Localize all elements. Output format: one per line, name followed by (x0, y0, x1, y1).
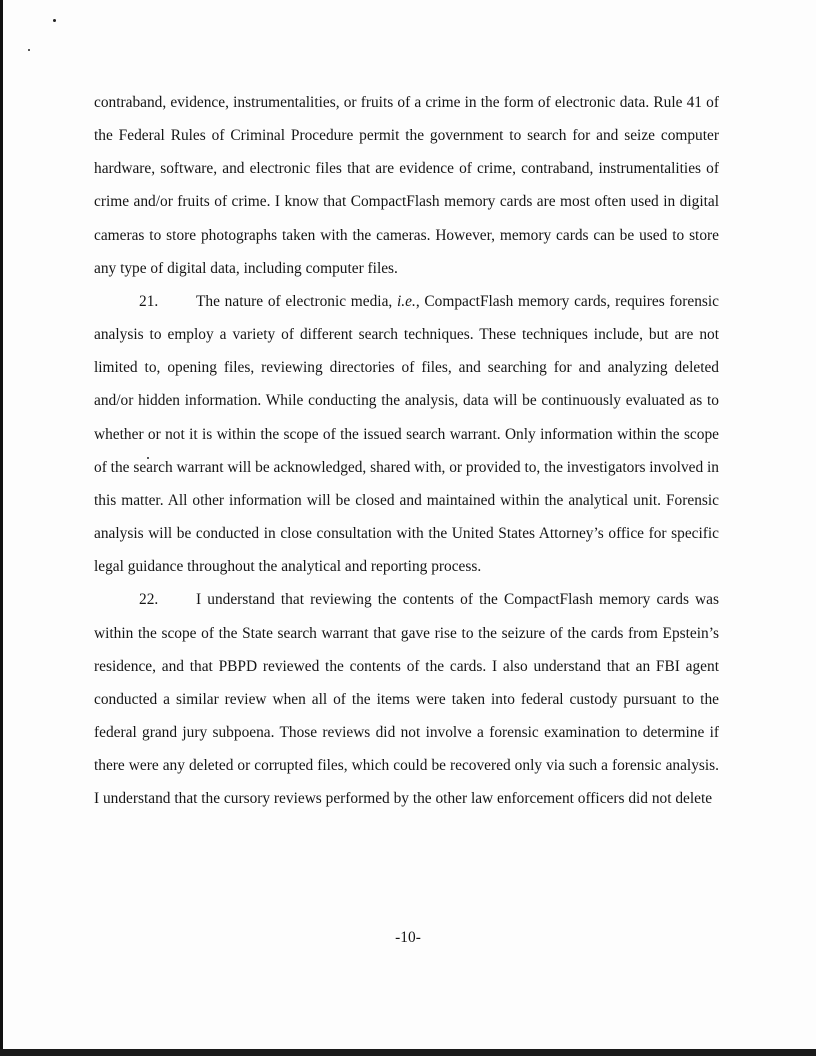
scan-speck (28, 49, 30, 51)
scan-bottom-edge (0, 1049, 816, 1056)
paragraph-21-text-a: The nature of electronic media, (196, 292, 397, 310)
paragraph-21-text-b: , CompactFlash memory cards, requires forensic analysis to employ a variety of different search techniques. These techniques include, but are not limited to, opening files, reviewing directories of files, and searching for and analyzing deleted and/or hidden information. While conducting the analysis, data will be continuously evaluated as to whether or not it is within the scope of the issued search warrant. Only information within the scope of the search warrant will be acknowledged, shared with, or provided to, the investigators involved in this matter. All other information will be closed and maintained within the analytical unit. Forensic analysis will be conducted in close consultation with the United States Attorney’s office for specific legal guidance throughout the analytical and reporting process. (94, 292, 719, 576)
paragraph-22 (94, 583, 719, 815)
paragraph-21-italic: i.e. (397, 292, 416, 310)
paragraph-continued-text: contraband, evidence, instrumentalities, or fruits of a crime in the form of electronic data. Rule 41 of the Federal Rules of Criminal Procedure permit the government to search for and seize computer hardware, software, and electronic files that are evidence of crime, contraband, instrumentalities of crime and/or fruits of crime. I know that CompactFlash memory cards are most often used in digital cameras to store photographs taken with the cameras. However, memory cards can be used to store any type of digital data, including computer files. (94, 94, 719, 277)
paragraph-21-number: 21. (139, 292, 159, 310)
scan-speck (53, 19, 56, 22)
paragraph-21 (94, 285, 719, 583)
page-number: -10- (395, 929, 421, 946)
scan-left-edge (0, 0, 3, 1056)
paragraph-22-number: 22. (139, 591, 159, 609)
paragraph-continued (94, 86, 719, 285)
document-body (94, 86, 719, 815)
paragraph-22-text: I understand that reviewing the contents of the CompactFlash memory cards was within the scope of the State search warrant that gave rise to the seizure of the cards from Epstein’s residence, and that PBPD reviewed the contents of the cards. I also understand that an FBI agent conducted a similar review when all of the items were taken into federal custody pursuant to the federal grand jury subpoena. Those reviews did not involve a forensic examination to determine if there were any deleted or corrupted files, which could be recovered only via such a forensic analysis. I understand that the cursory reviews performed by the other law enforcement officers did not delete (94, 591, 719, 808)
